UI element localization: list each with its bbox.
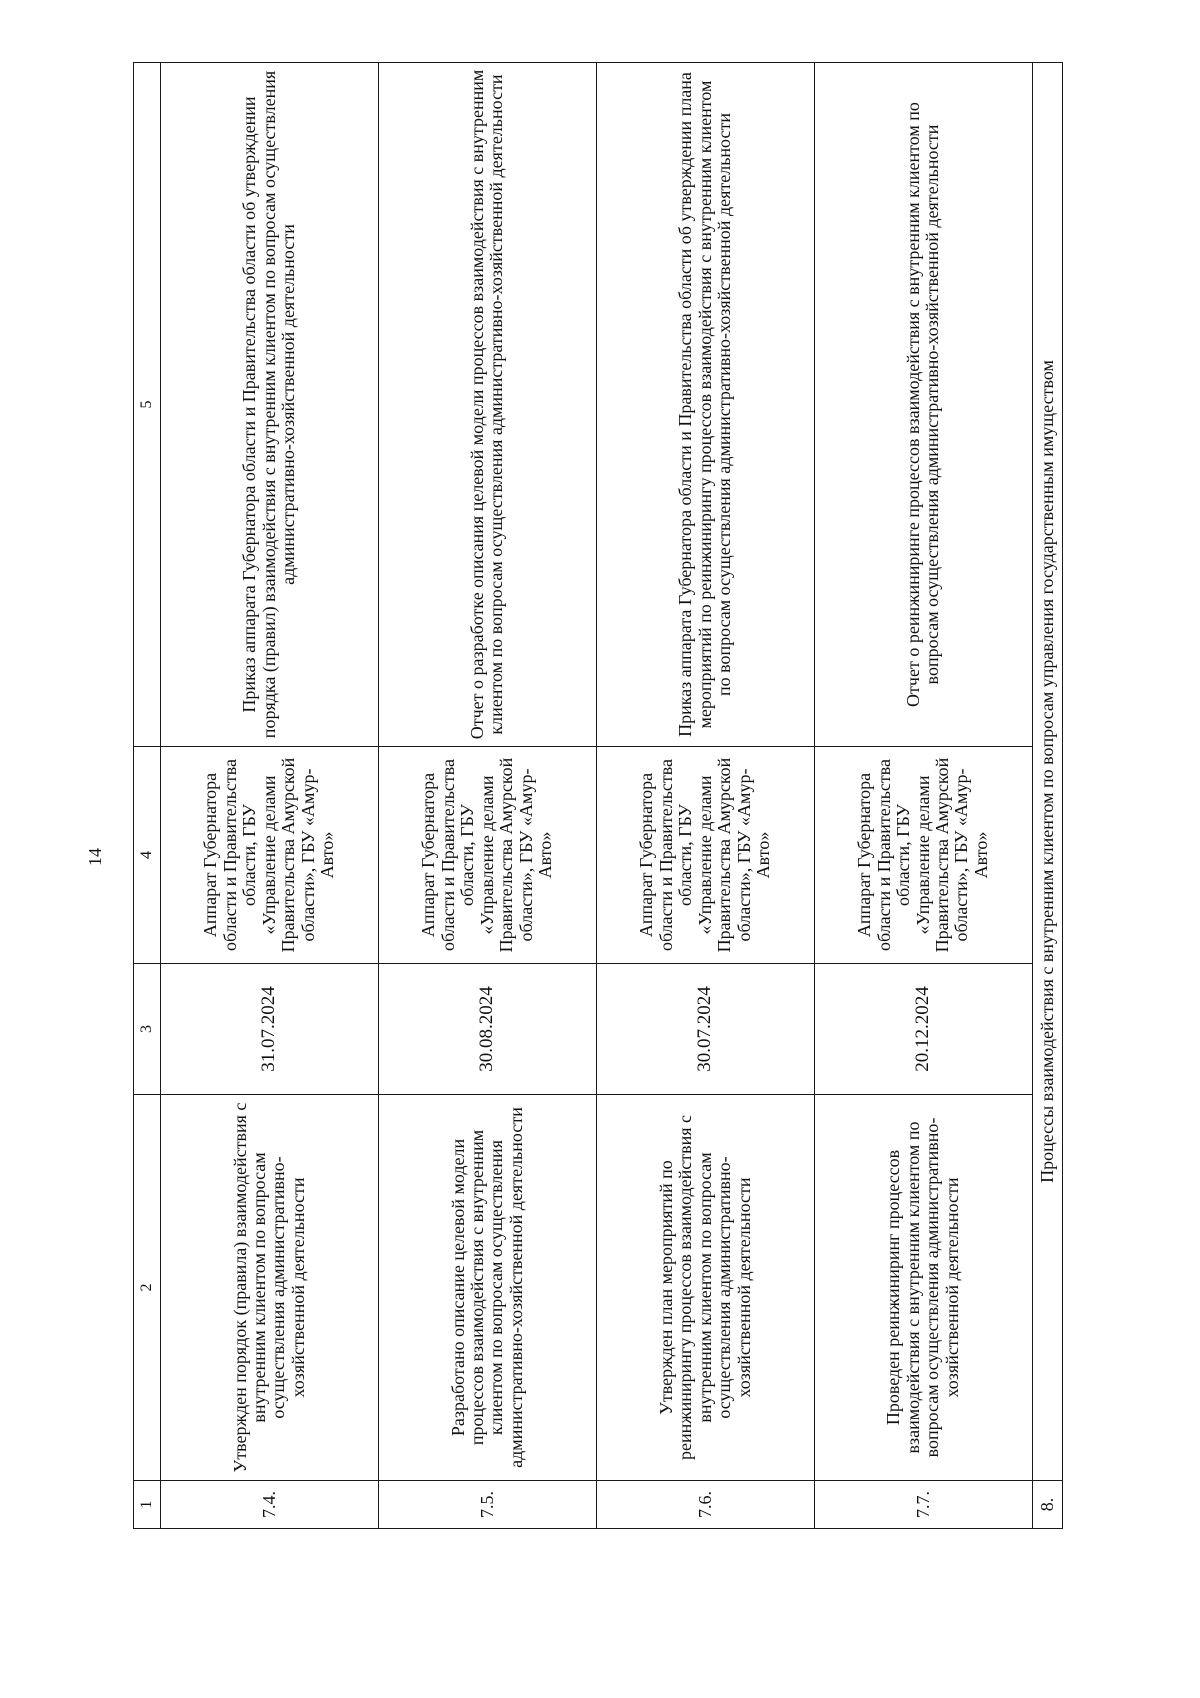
- deadline-cell: 30.07.2024: [596, 964, 814, 1095]
- column-number-2: 2: [134, 1095, 161, 1481]
- event-cell: Разработано описание целевой модели процессов взаимодействия с внутренним клиентом по вопросам осуществления административно-хозяйственной деятельности: [378, 1095, 596, 1481]
- table-container: [133, 63, 1063, 1529]
- responsible-cell: Аппарат Губернатора области и Правительства области, ГБУ «Управление делами Правительства Амурской области», ГБУ «Амур-Авто»: [160, 747, 378, 964]
- plan-table: [133, 62, 1063, 1529]
- table-row: [160, 63, 378, 1529]
- responsible-cell: Аппарат Губернатора области и Правительства области, ГБУ «Управление делами Правительства Амурской области», ГБУ «Амур-Авто»: [814, 747, 1032, 964]
- table-row: [378, 63, 596, 1529]
- result-cell: Отчет о реинжиниринге процессов взаимодействия с внутренним клиентом по вопросам осуществления административно-хозяйственной деятельности: [814, 63, 1032, 747]
- table-row: [596, 63, 814, 1529]
- row-number: 7.4.: [160, 1481, 378, 1529]
- column-number-1: 1: [134, 1481, 161, 1529]
- column-number-4: 4: [134, 747, 161, 964]
- section-number: 8.: [1032, 1481, 1062, 1529]
- event-cell: Утвержден порядок (правила) взаимодействия с внутренним клиентом по вопросам осуществления административно-хозяйственной деятельности: [160, 1095, 378, 1481]
- row-number: 7.6.: [596, 1481, 814, 1529]
- responsible-cell: Аппарат Губернатора области и Правительства области, ГБУ «Управление делами Правительства Амурской области», ГБУ «Амур-Авто»: [596, 747, 814, 964]
- row-number: 7.7.: [814, 1481, 1032, 1529]
- deadline-cell: 20.12.2024: [814, 964, 1032, 1095]
- column-number-3: 3: [134, 964, 161, 1095]
- section-title: Процессы взаимодействия с внутренним клиентом по вопросам управления государственным имуществом: [1032, 63, 1062, 1481]
- column-number-5: 5: [134, 63, 161, 747]
- event-cell: Утвержден план мероприятий по реинжинирингу процессов взаимодействия с внутренним клиентом по вопросам осуществления административно-хозяйственной деятельности: [596, 1095, 814, 1481]
- table-row: [814, 63, 1032, 1529]
- deadline-cell: 31.07.2024: [160, 964, 378, 1095]
- header-row: [134, 63, 161, 1529]
- row-number: 7.5.: [378, 1481, 596, 1529]
- event-cell: Проведен реинжиниринг процессов взаимодействия с внутренним клиентом по вопросам осуществления административно-хозяйственной деятельности: [814, 1095, 1032, 1481]
- section-row: [1032, 63, 1062, 1529]
- responsible-cell: Аппарат Губернатора области и Правительства области, ГБУ «Управление делами Правительства Амурской области», ГБУ «Амур-Авто»: [378, 747, 596, 964]
- result-cell: Приказ аппарата Губернатора области и Правительства области об утверждении плана мероприятий по реинжинирингу процессов взаимодействия с внутренним клиентом по вопросам осуществления административно-хозяйственной деятельности: [596, 63, 814, 747]
- result-cell: Приказ аппарата Губернатора области и Правительства области об утверждении порядка (правил) взаимодействия с внутренним клиентом по вопросам осуществления административно-хозяйственной деятельности: [160, 63, 378, 747]
- deadline-cell: 30.08.2024: [378, 964, 596, 1095]
- page-number: 14: [84, 848, 105, 866]
- result-cell: Отчет о разработке описания целевой модели процессов взаимодействия с внутренним клиентом по вопросам осуществления административно-хозяйственной деятельности: [378, 63, 596, 747]
